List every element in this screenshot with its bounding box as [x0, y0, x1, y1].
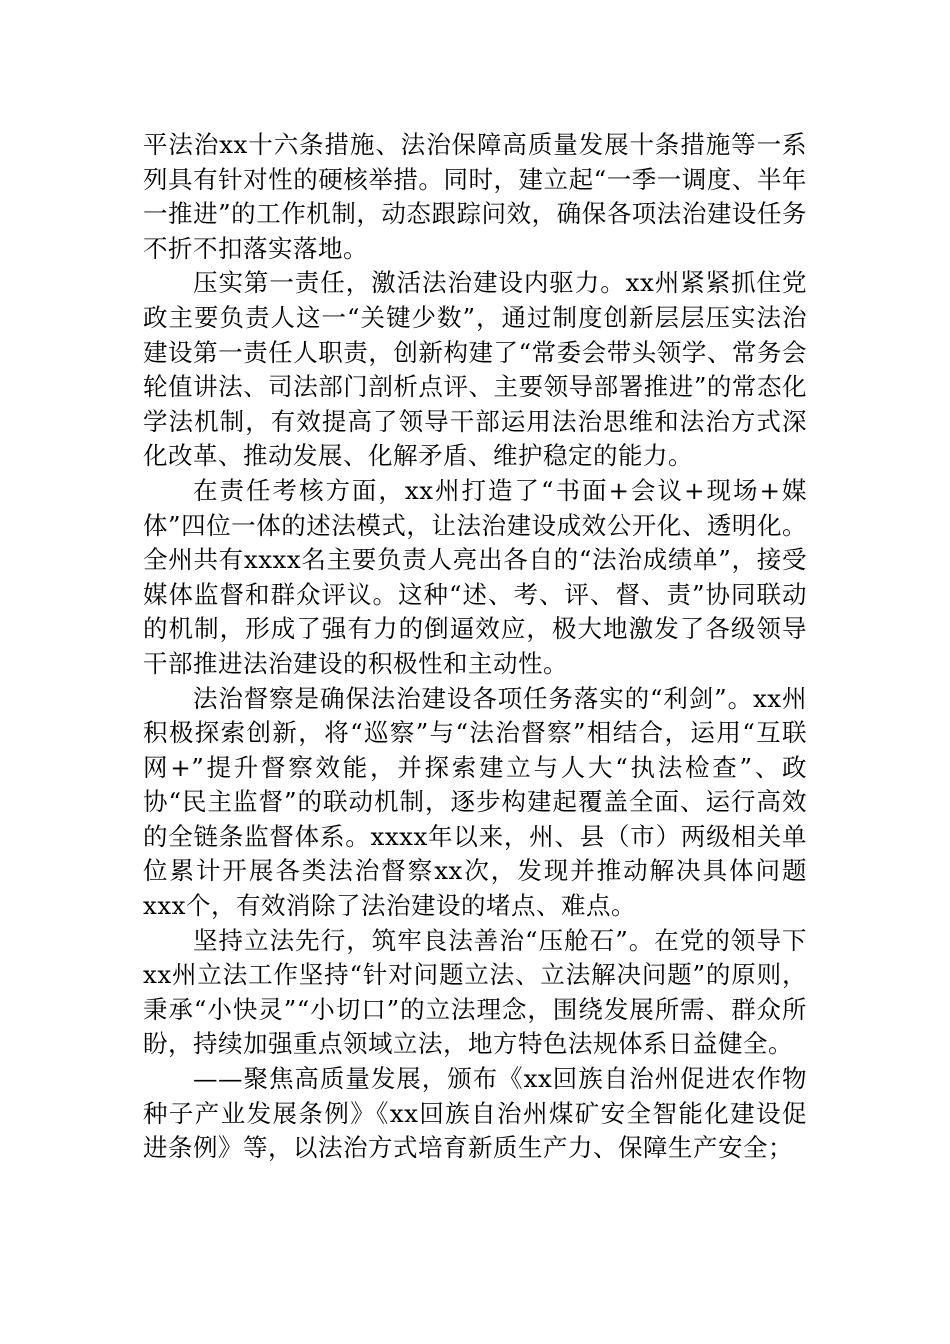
- paragraph-rule-of-law-supervision: 法治督察是确保法治建设各项任务落实的“利剑”。xx州积极探索创新，将“巡察”与“法治督察”相结合，运用“互联网+”提升督察效能，并探索建立与人大“执法检查”、政协“民主监督”的联动机制，逐步构建起覆盖全面、运行高效的全链条监督体系。xxxx年以来，州、县（市）两级相关单位累计开展各类法治督察xx次，发现并推动解决具体问题xxx个，有效消除了法治建设的堵点、难点。: [143, 683, 807, 921]
- paragraph-continuation: 平法治xx十六条措施、法治保障高质量发展十条措施等一系列具有针对性的硬核举措。同时，建立起“一季一调度、半年一推进”的工作机制，动态跟踪问效，确保各项法治建设任务不折不扣落实落地。: [143, 130, 807, 263]
- paragraph-high-quality-development: ——聚焦高质量发展，颁布《xx回族自治州促进农作物种子产业发展条例》《xx回族自治州煤矿安全智能化建设促进条例》等，以法治方式培育新质生产力、保障生产安全；: [143, 1064, 807, 1163]
- paragraph-legislation-first: 坚持立法先行，筑牢良法善治“压舱石”。在党的领导下xx州立法工作坚持“针对问题立法、立法解决问题”的原则，秉承“小快灵”“小切口”的立法理念，围绕发展所需、群众所盼，持续加强重点领域立法，地方特色法规体系日益健全。: [143, 925, 807, 1059]
- document-body: [143, 128, 807, 1166]
- paragraph-first-responsibility: 压实第一责任，激活法治建设内驱力。xx州紧紧抓住党政主要负责人这一“关键少数”，通过制度创新层层压实法治建设第一责任人职责，创新构建了“常委会带头领学、常务会轮值讲法、司法部门剖析点评、主要领导部署推进”的常态化学法机制，有效提高了领导干部运用法治思维和法治方式深化改革、推动发展、化解矛盾、维护稳定的能力。: [143, 268, 807, 471]
- paragraph-responsibility-assessment: 在责任考核方面，xx州打造了“书面+会议+现场+媒体”四位一体的述法模式，让法治建设成效公开化、透明化。全州共有xxxx名主要负责人亮出各自的“法治成绩单”，接受媒体监督和群众评议。这种“述、考、评、督、责”协同联动的机制，形成了强有力的倒逼效应，极大地激发了各级领导干部推进法治建设的积极性和主动性。: [143, 475, 807, 678]
